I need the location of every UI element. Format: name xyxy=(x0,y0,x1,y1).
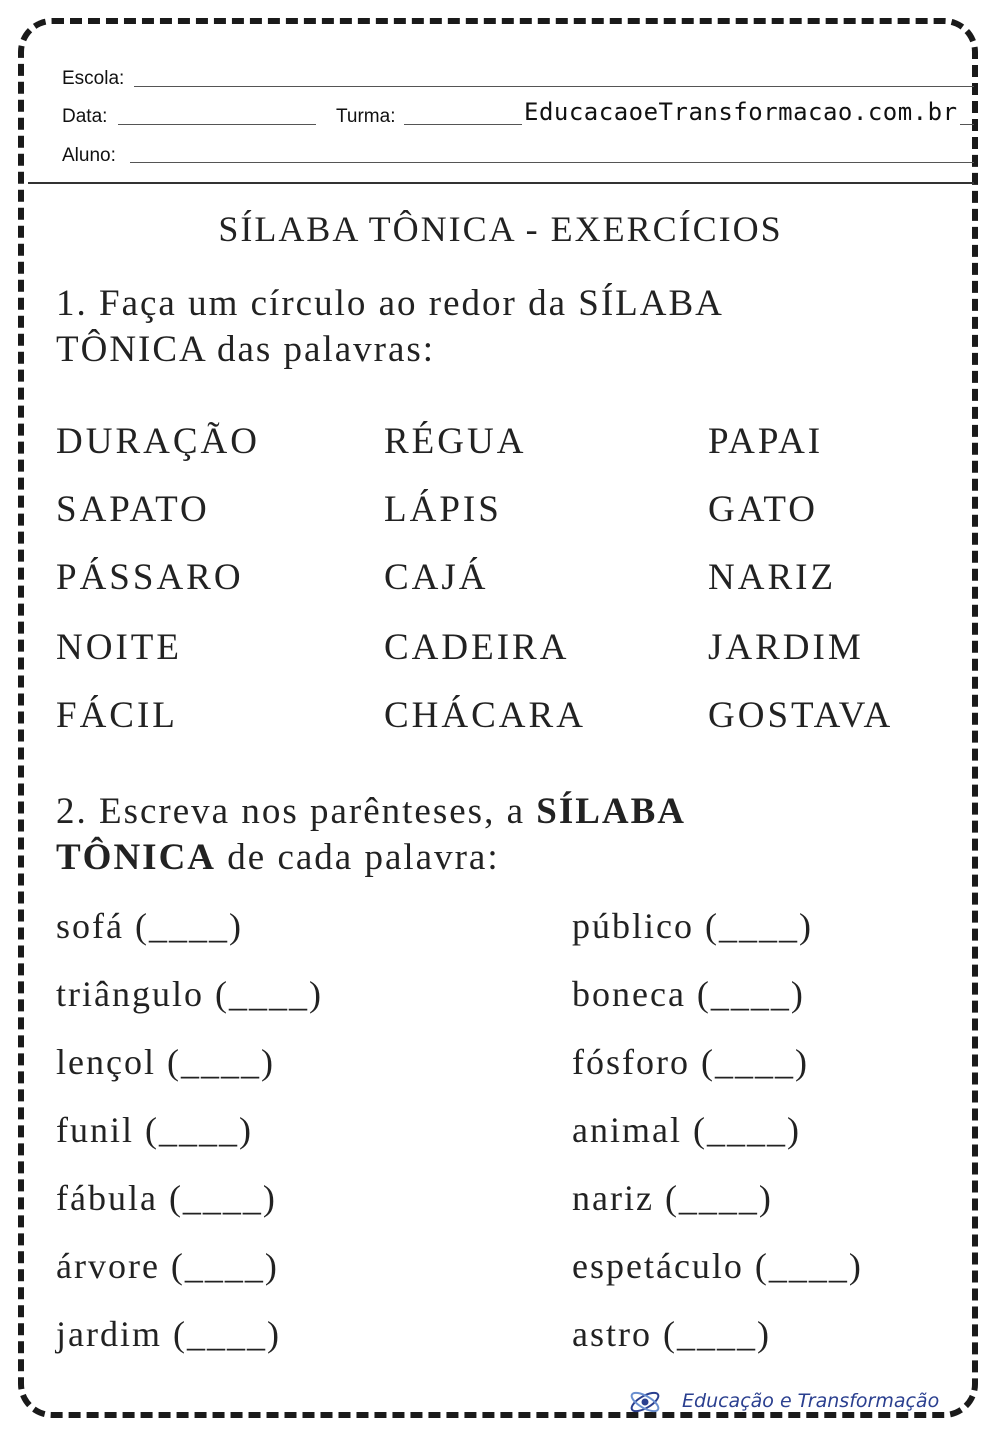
q2-word: fósforo (____) xyxy=(572,1042,809,1082)
page-title: SÍLABA TÔNICA - EXERCÍCIOS xyxy=(218,209,783,249)
q1-word: NARIZ xyxy=(708,557,837,598)
q2-word: árvore (____) xyxy=(56,1246,279,1286)
question-1-line-1: 1. Faça um círculo ao redor da SÍLABA xyxy=(56,283,724,324)
q1-word: CADEIRA xyxy=(384,627,570,668)
q2-word: fábula (____) xyxy=(56,1178,277,1218)
question-2-emphasis: TÔNICA xyxy=(56,837,217,878)
data-label: Data: xyxy=(62,106,108,127)
q1-word: PAPAI xyxy=(708,421,824,462)
q2-word: triângulo (____) xyxy=(56,974,323,1014)
q1-word: GATO xyxy=(708,489,818,530)
aluno-field[interactable] xyxy=(130,162,974,163)
q1-word: CAJÁ xyxy=(384,557,489,598)
aluno-label: Aluno: xyxy=(62,145,116,166)
q2-word: espetáculo (____) xyxy=(572,1246,863,1286)
site-url: EducacaoeTransformacao.com.br xyxy=(524,98,958,126)
q1-word: PÁSSARO xyxy=(56,557,244,598)
question-2-line-1 xyxy=(56,788,956,836)
question-1-line-2: TÔNICA das palavras: xyxy=(56,329,436,370)
q1-word: CHÁCARA xyxy=(384,695,586,736)
q2-word: animal (____) xyxy=(572,1110,801,1150)
question-2-emphasis: SÍLABA xyxy=(536,791,687,832)
q1-word: DURAÇÃO xyxy=(56,421,260,462)
q2-word: boneca (____) xyxy=(572,974,805,1014)
footer-brand: Educação e Transformação xyxy=(682,1390,940,1412)
q1-word: RÉGUA xyxy=(384,421,527,462)
q1-word: GOSTAVA xyxy=(708,695,894,736)
q1-word: FÁCIL xyxy=(56,695,178,736)
escola-field[interactable] xyxy=(134,86,974,87)
data-field[interactable] xyxy=(118,124,316,125)
q1-word: NOITE xyxy=(56,627,182,668)
turma-label: Turma: xyxy=(336,106,396,127)
q1-word: JARDIM xyxy=(708,627,864,668)
q1-word: LÁPIS xyxy=(384,489,502,530)
question-2-line-2 xyxy=(56,834,956,882)
atom-orbit-icon xyxy=(628,1386,662,1418)
q2-word: público (____) xyxy=(572,906,813,946)
q2-word: sofá (____) xyxy=(56,906,243,946)
q2-word: funil (____) xyxy=(56,1110,253,1150)
q2-word: jardim (____) xyxy=(56,1314,281,1354)
q2-word: astro (____) xyxy=(572,1314,771,1354)
header-divider xyxy=(28,182,974,184)
escola-label: Escola: xyxy=(62,68,125,89)
q1-word: SAPATO xyxy=(56,489,210,530)
q2-word: nariz (____) xyxy=(572,1178,773,1218)
question-2-text: 2. Escreva nos parênteses, a xyxy=(56,791,537,832)
q2-word: lençol (____) xyxy=(56,1042,275,1082)
question-2-text: de cada palavra: xyxy=(216,837,500,878)
